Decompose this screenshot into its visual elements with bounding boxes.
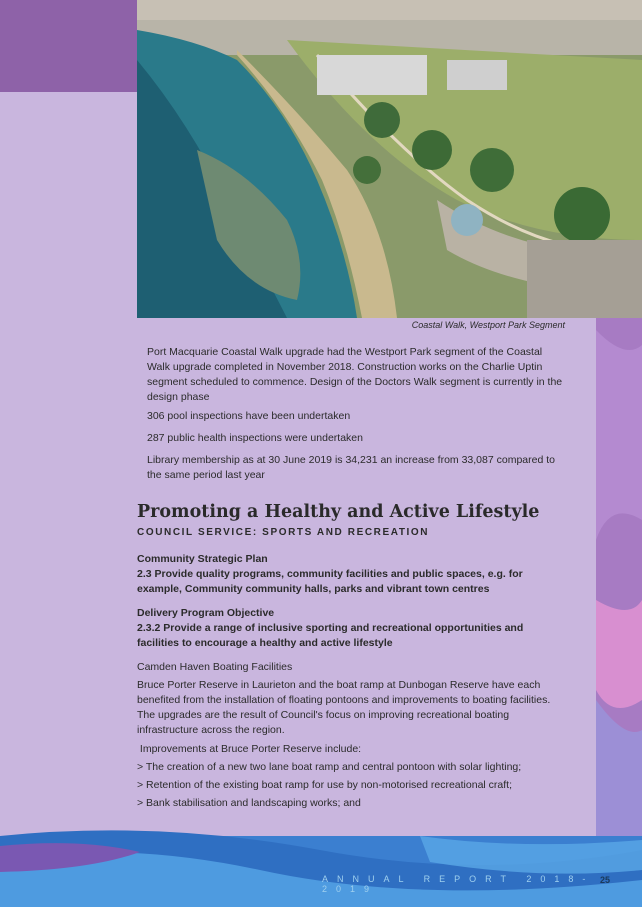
dpo-label: Delivery Program Objective xyxy=(137,607,275,619)
page-number: 25 xyxy=(600,875,611,885)
facility-text: Bruce Porter Reserve in Laurieton and the boat ramp at Dunbogan Reserve have each benefited from the installation of floating pontoons and improvements to boating facilities. The upgrades are the result of Council's focus on improving recreational boating infrastructure across the region. xyxy=(137,679,551,736)
improvement-item: > Bank stabilisation and landscaping works; and xyxy=(137,797,361,809)
facility-heading: Camden Haven Boating Facilities xyxy=(137,661,293,673)
update-pool-inspections: 306 pool inspections have been undertaken xyxy=(147,410,351,422)
csp-text: 2.3 Provide quality programs, community facilities and public spaces, e.g. for example, Community community halls, parks and vibrant town centres xyxy=(137,568,523,595)
aerial-photo xyxy=(137,0,642,318)
annual-report-label: ANNUAL REPORT 2018-2019 xyxy=(322,874,595,894)
improvement-item: > Retention of the existing boat ramp for use by non-motorised recreational craft; xyxy=(137,779,512,791)
improvements-intro: Improvements at Bruce Porter Reserve include: xyxy=(137,743,362,755)
update-coastal-walk: Port Macquarie Coastal Walk upgrade had the Westport Park segment of the Coastal Walk upgrade completed in November 2018. Construction works on the Charlie Uptin segment scheduled to commence. Design of the Doctors Walk segment is currently in the design phase xyxy=(147,346,563,403)
council-service-label: COUNCIL SERVICE: SPORTS AND RECREATION xyxy=(137,527,430,538)
csp-label: Community Strategic Plan xyxy=(137,553,268,565)
update-health-inspections: 287 public health inspections were undertaken xyxy=(147,432,363,444)
photo-caption: Coastal Walk, Westport Park Segment xyxy=(411,320,565,330)
section-title: Promoting a Healthy and Active Lifestyle xyxy=(137,502,540,522)
improvement-item: > The creation of a new two lane boat ramp and central pontoon with solar lighting; xyxy=(137,761,522,773)
dpo-text: 2.3.2 Provide a range of inclusive sporting and recreational opportunities and facilities to encourage a healthy and active lifestyle xyxy=(137,622,524,649)
update-library-membership: Library membership as at 30 June 2019 is 34,231 an increase from 33,087 compared to the same period last year xyxy=(147,454,555,481)
